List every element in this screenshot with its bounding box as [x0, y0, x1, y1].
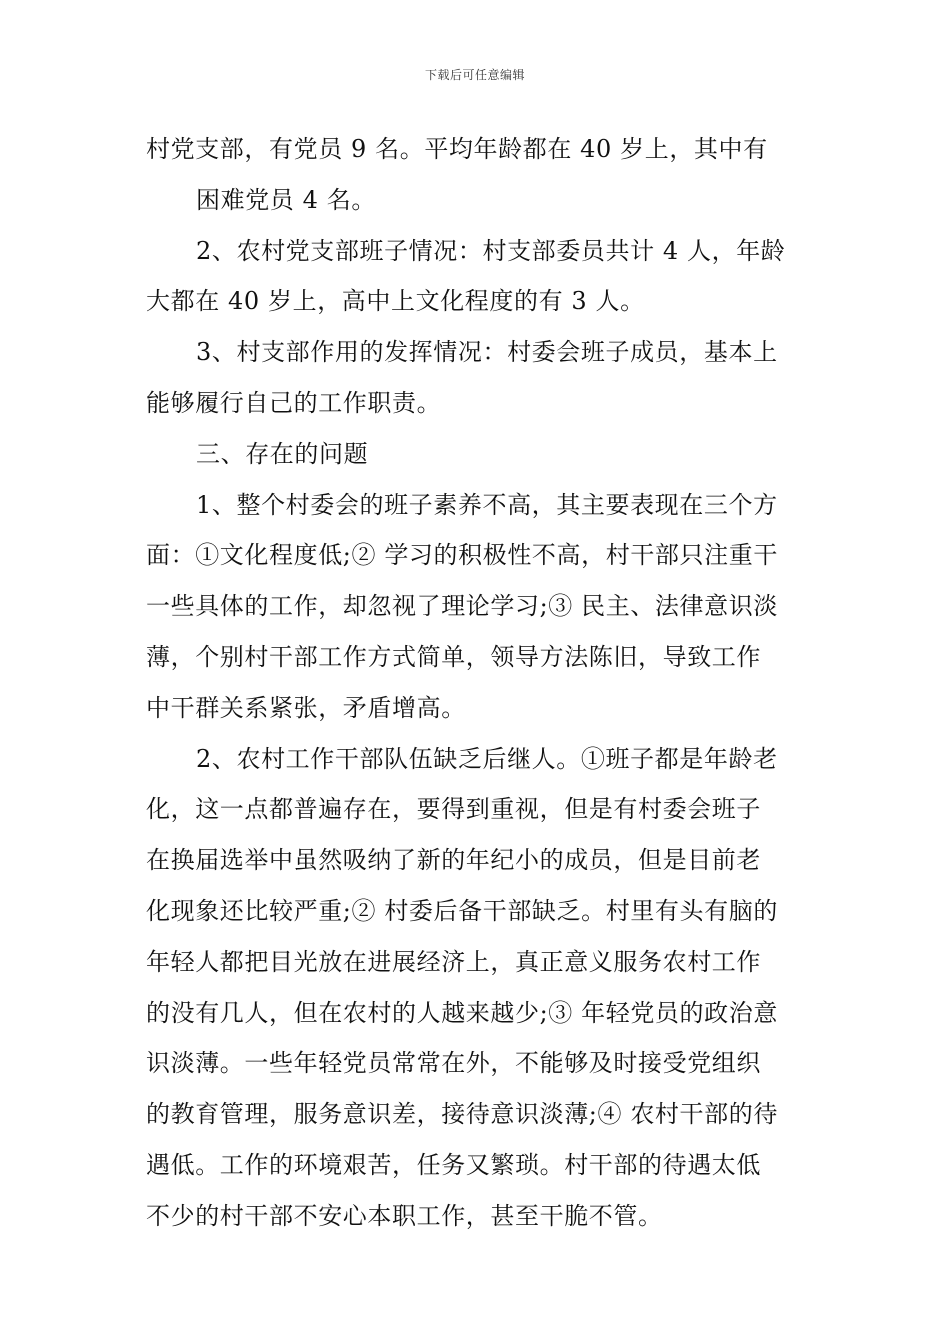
text-line: 村党支部，有党员 9 名。平均年龄都在 40 岁上，其中有 — [146, 135, 768, 163]
header-note: 下载后可任意编辑 — [424, 68, 525, 82]
text-line: 一些具体的工作，却忽视了理论学习;③ 民主、法律意识淡 — [146, 592, 778, 621]
text-line: 2、农村工作干部队伍缺乏后继人。①班子都是年龄老 — [196, 744, 778, 773]
text-line: 困难党员 4 名。 — [196, 185, 376, 214]
text-line: 大都在 40 岁上，高中上文化程度的有 3 人。 — [146, 287, 645, 316]
text-line: 能够履行自己的工作职责。 — [146, 388, 442, 417]
text-line: 面：①文化程度低;② 学习的积极性不高，村干部只注重干 — [146, 541, 778, 570]
text-line: 化现象还比较严重;② 村委后备干部缺乏。村里有头有脑的 — [146, 896, 778, 925]
text-line: 1、整个村委会的班子素养不高，其主要表现在三个方 — [196, 490, 778, 519]
text-line: 的没有几人，但在农村的人越来越少;③ 年轻党员的政治意 — [146, 998, 778, 1027]
text-line: 识淡薄。一些年轻党员常常在外，不能够及时接受党组织 — [146, 1049, 761, 1078]
text-line: 遇低。工作的环境艰苦，任务又繁琐。村干部的待遇太低 — [146, 1150, 761, 1179]
text-line: 3、村支部作用的发挥情况：村委会班子成员，基本上 — [196, 338, 778, 367]
document-body — [146, 124, 808, 1242]
text-line: 薄，个别村干部工作方式简单，领导方法陈旧，导致工作 — [146, 642, 761, 671]
text-line: 2、农村党支部班子情况：村支部委员共计 4 人，年龄 — [196, 236, 786, 265]
text-line: 年轻人都把目光放在进展经济上，真正意义服务农村工作 — [146, 947, 761, 976]
text-line: 中干群关系紧张，矛盾增高。 — [146, 693, 466, 722]
section-heading: 三、存在的问题 — [196, 439, 369, 468]
text-line: 不少的村干部不安心本职工作，甚至干脆不管。 — [146, 1201, 663, 1230]
text-line: 的教育管理，服务意识差，接待意识淡薄;④ 农村干部的待 — [146, 1100, 778, 1129]
text-line: 在换届选举中虽然吸纳了新的年纪小的成员，但是目前老 — [146, 846, 761, 875]
text-line: 化，这一点都普遍存在，要得到重视，但是有村委会班子 — [146, 795, 761, 824]
